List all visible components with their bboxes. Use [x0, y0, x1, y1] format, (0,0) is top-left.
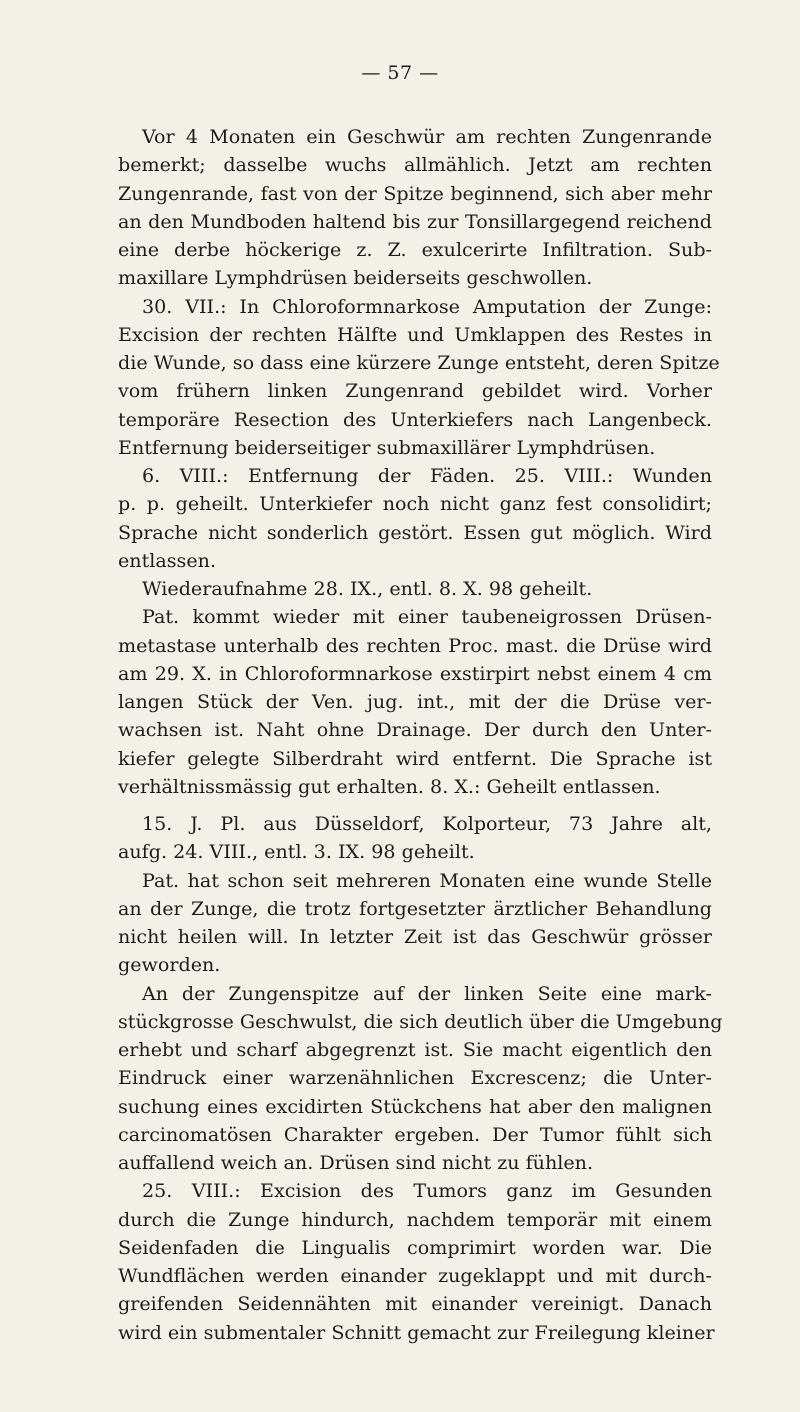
text-line: kiefer gelegte Silberdraht wird entfernt. Die Sprache ist [118, 746, 712, 770]
text-line: metastase unterhalb des rechten Proc. mast. die Drüse wird [118, 633, 712, 657]
text-line: Seidenfaden die Lingualis comprimirt worden war. Die [118, 1235, 712, 1259]
text-line: p. p. geheilt. Unterkiefer noch nicht ganz fest consolidirt; [118, 492, 712, 516]
text-line: durch die Zunge hindurch, nachdem temporär mit einem [118, 1207, 712, 1231]
text-line: Wiederaufnahme 28. IX., entl. 8. X. 98 geheilt. [142, 577, 593, 600]
text-line: stückgrosse Geschwulst, die sich deutlich über die Umgebung [118, 1009, 723, 1033]
text-line: langen Stück der Ven. jug. int., mit der die Drüse ver- [118, 690, 712, 713]
text-line: 15. J. Pl. aus Düsseldorf, Kolporteur, 73 Jahre alt, [142, 812, 712, 835]
text-line: Eindruck einer warzenähnlichen Excrescenz; die Unter- [118, 1066, 712, 1090]
text-line: verhältnissmässig gut erhalten. 8. X.: Geheilt entlassen. [118, 774, 661, 798]
text-line: Sprache nicht sonderlich gestört. Essen gut möglich. Wird [118, 520, 712, 544]
text-line: Entfernung beiderseitiger submaxillärer Lymphdrüsen. [118, 435, 656, 459]
text-line: suchung eines excidirten Stückchens hat aber den malignen [118, 1094, 712, 1118]
page-number: — 57 — [361, 62, 439, 84]
text-line: 30. VII.: In Chloroformnarkose Amputation der Zunge: [142, 294, 712, 318]
text-line: aufg. 24. VIII., entl. 3. IX. 98 geheilt. [118, 840, 475, 864]
text-line: Pat. hat schon seit mehreren Monaten eine wunde Stelle [142, 868, 712, 892]
text-line: nicht heilen will. In letzter Zeit ist das Geschwür grösser [118, 925, 712, 948]
text-line: Wundflächen werden einander zugeklappt und mit durch- [118, 1264, 712, 1287]
text-line: Zungenrande, fast von der Spitze beginnend, sich aber mehr [118, 181, 712, 205]
text-line: maxillare Lymphdrüsen beiderseits geschwollen. [118, 266, 593, 290]
text-line: 25. VIII.: Excision des Tumors ganz im Gesunden [142, 1179, 712, 1203]
text-line: entlassen. [118, 548, 217, 572]
text-line: Vor 4 Monaten ein Geschwür am rechten Zungenrande [142, 125, 712, 148]
text-line: greifenden Seidennähten mit einander vereinigt. Danach [118, 1292, 712, 1316]
text-line: bemerkt; dasselbe wuchs allmählich. Jetzt am rechten [118, 153, 712, 177]
text-line: Pat. kommt wieder mit einer taubeneigrossen Drüsen- [142, 605, 712, 629]
text-line: die Wunde, so dass eine kürzere Zunge entsteht, deren Spitze [118, 351, 720, 374]
text-line: temporäre Resection des Unterkiefers nach Langenbeck. [118, 407, 712, 431]
text-line: 6. VIII.: Entfernung der Fäden. 25. VIII.: Wunden [142, 464, 712, 487]
text-line: vom frühern linken Zungenrand gebildet wird. Vorher [118, 379, 712, 403]
text-line: an der Zunge, die trotz fortgesetzter ärztlicher Behandlung [118, 896, 712, 920]
paragraph-gap [118, 801, 712, 810]
text-line: wachsen ist. Naht ohne Drainage. Der durch den Unter- [118, 718, 712, 742]
body-text [118, 123, 723, 1347]
text-line: am 29. X. in Chloroformnarkose exstirpirt nebst einem 4 cm [118, 661, 712, 685]
text-line: geworden. [118, 953, 221, 977]
text-line: an den Mundboden haltend bis zur Tonsillargegend reichend [118, 209, 712, 233]
text-line: wird ein submentaler Schnitt gemacht zur Freilegung kleiner [118, 1320, 715, 1344]
text-line: erhebt und scharf abgegrenzt ist. Sie macht eigentlich den [118, 1038, 712, 1061]
text-line: eine derbe höckerige z. Z. exulcerirte Infiltration. Sub- [118, 238, 712, 261]
text-line: carcinomatösen Charakter ergeben. Der Tumor fühlt sich [118, 1122, 712, 1146]
text-line: Excision der rechten Hälfte und Umklappen des Restes in [118, 322, 712, 346]
text-line: auffallend weich an. Drüsen sind nicht zu fühlen. [118, 1151, 594, 1174]
text-line: An der Zungenspitze auf der linken Seite eine mark- [142, 981, 712, 1005]
